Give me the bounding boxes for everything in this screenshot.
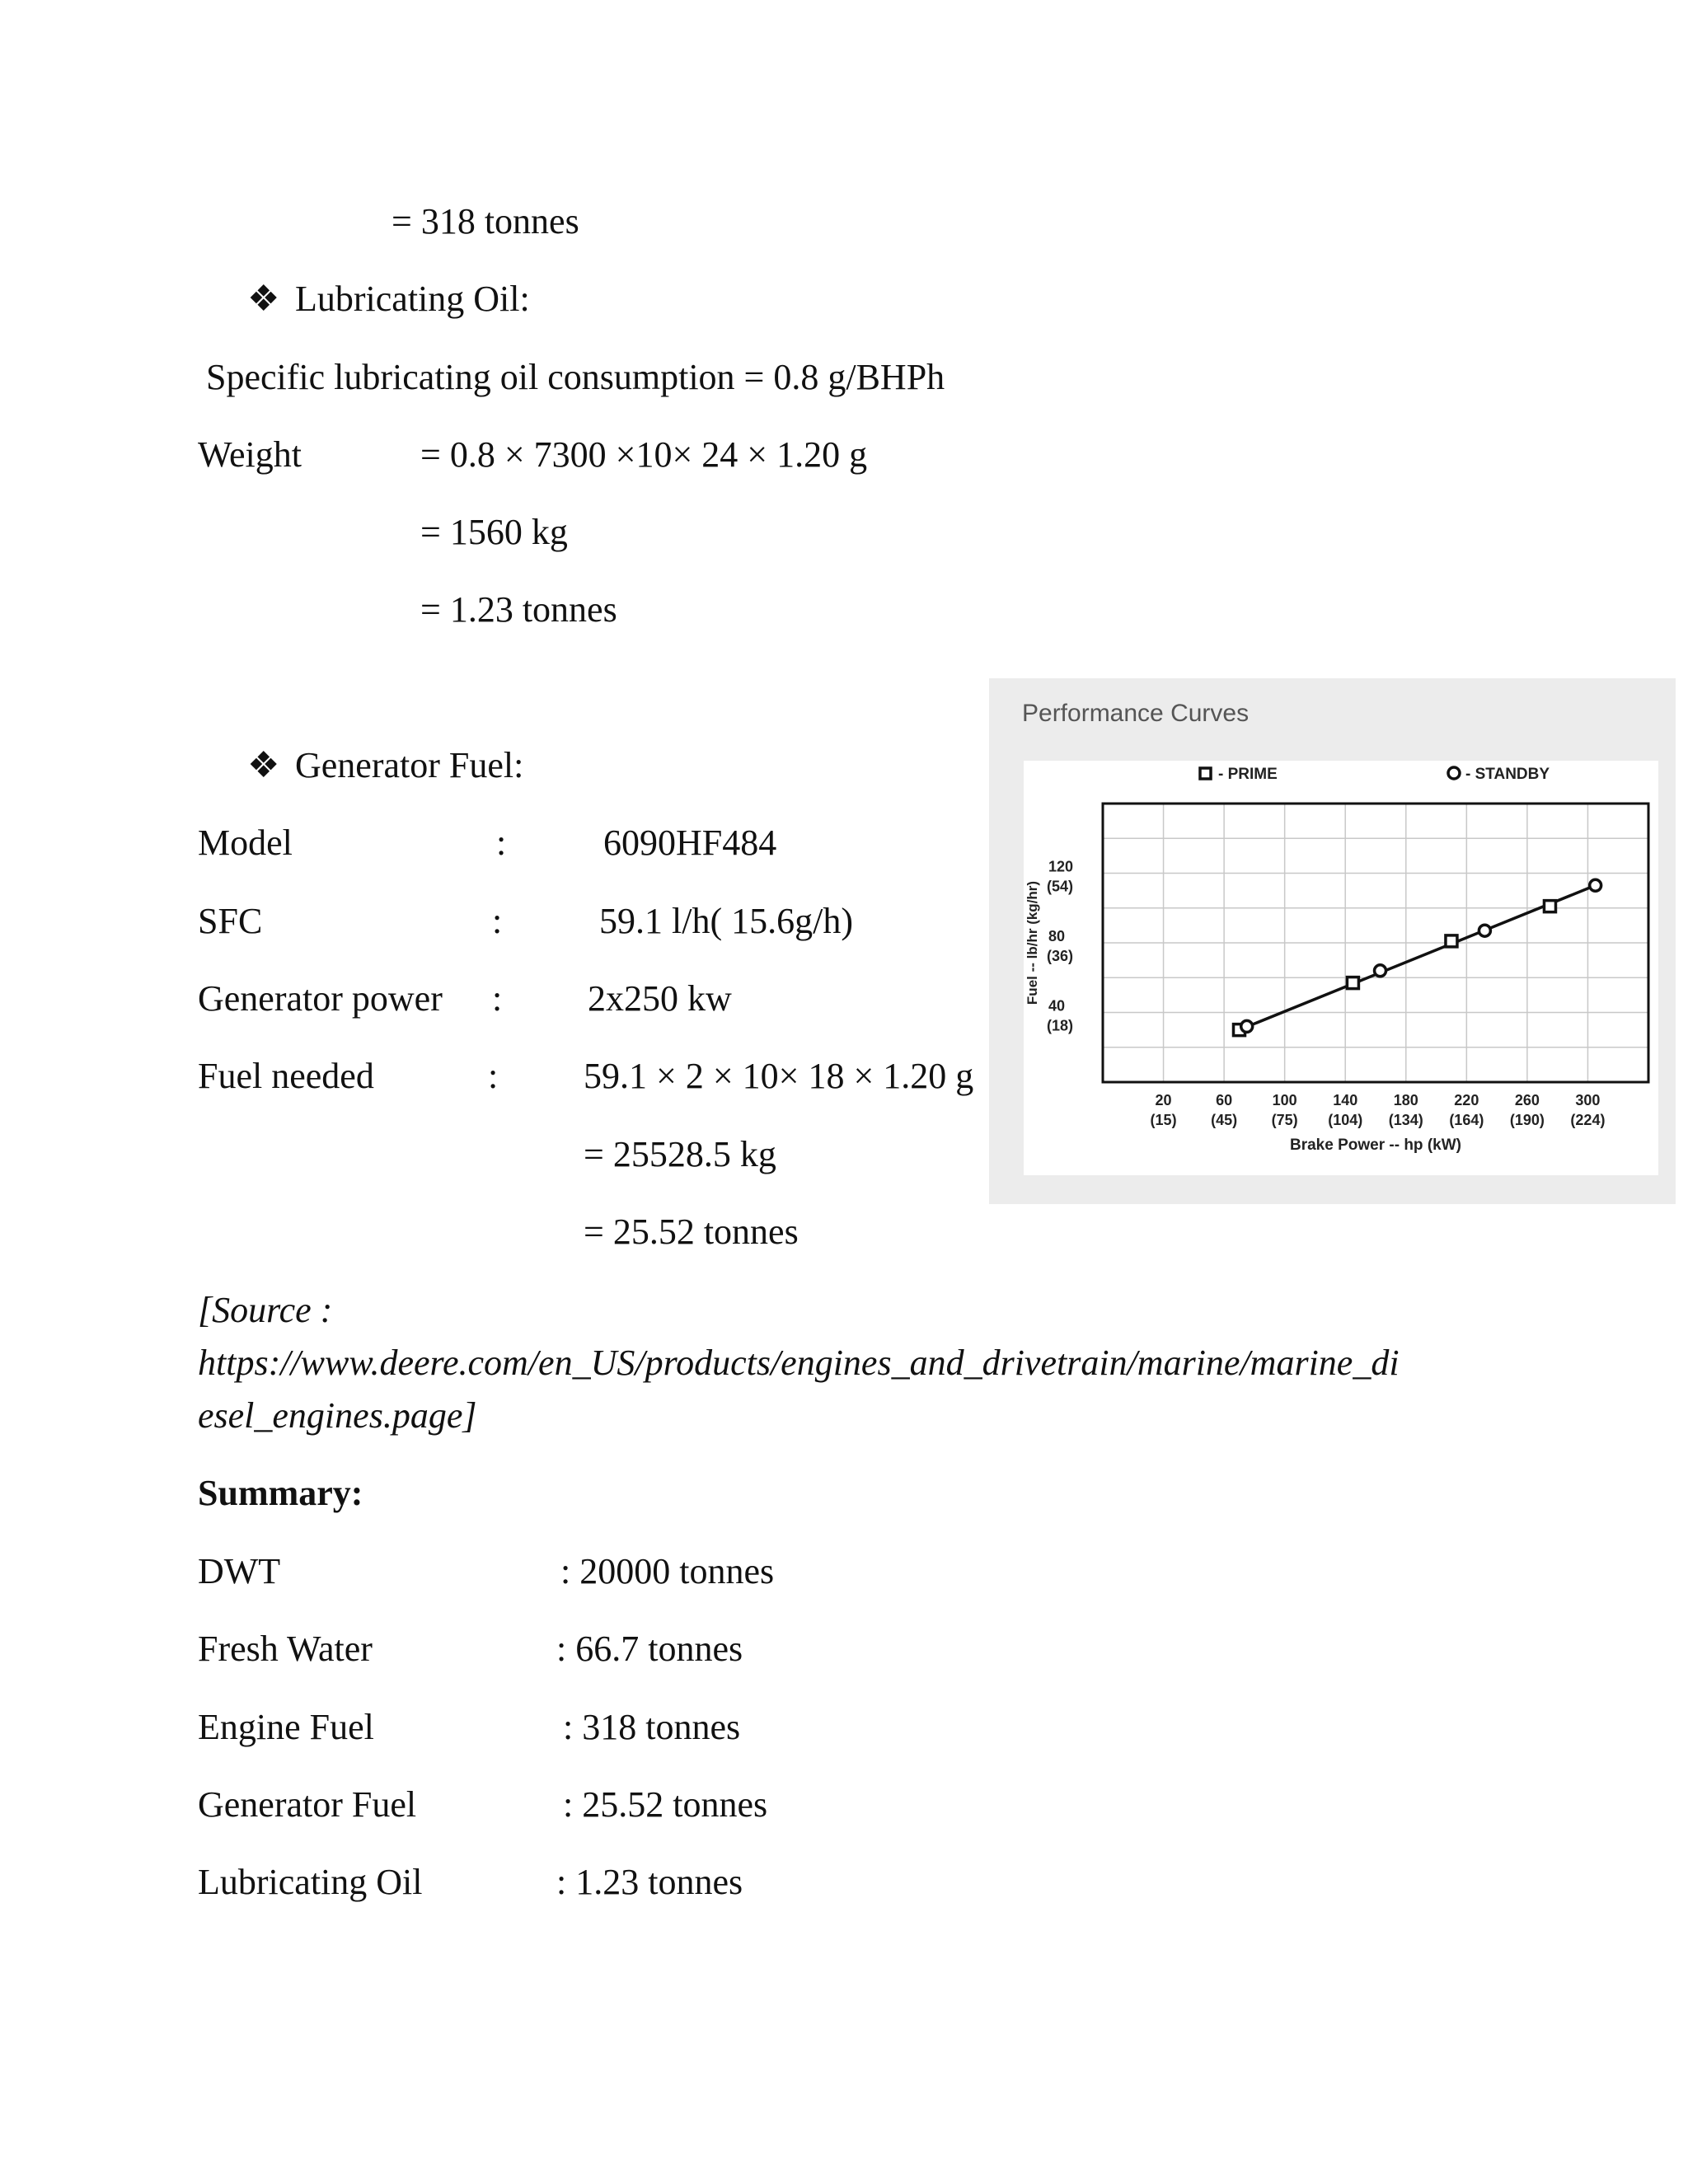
x-tick-label: 260	[1514, 1092, 1540, 1108]
gen-row-label: SFC	[198, 901, 263, 941]
lubricating-oil-heading: Lubricating Oil:	[295, 279, 530, 319]
data-point-standby	[1590, 879, 1601, 891]
legend-label-prime: - PRIME	[1218, 766, 1278, 783]
summary-heading: Summary:	[198, 1473, 363, 1513]
fuel-needed-kg: = 25528.5 kg	[584, 1134, 776, 1174]
weight-tonnes: = 1.23 tonnes	[420, 589, 617, 630]
summary-value: : 1.23 tonnes	[556, 1862, 743, 1902]
x-axis-label: Brake Power -- hp (kW)	[1290, 1137, 1461, 1154]
gen-row-colon: :	[488, 1056, 499, 1096]
gen-row-value: 59.1 l/h( 15.6g/h)	[599, 901, 853, 941]
summary-value: : 25.52 tonnes	[563, 1784, 768, 1825]
data-point-standby	[1375, 965, 1386, 977]
gen-row-colon: :	[492, 978, 503, 1019]
gen-row-label: Generator power	[198, 978, 443, 1019]
x-tick-label-kw: (15)	[1150, 1112, 1177, 1128]
performance-curves-figure	[989, 678, 1676, 1204]
summary-value: : 66.7 tonnes	[556, 1629, 743, 1669]
source-url: https://www.deere.com/en_US/products/engines_and_drivetrain/marine/marine_di	[198, 1343, 1400, 1383]
data-point-standby	[1241, 1020, 1253, 1032]
gen-row-colon: :	[492, 901, 503, 941]
gen-row-label: Fuel needed	[198, 1056, 374, 1096]
legend-label-standby: - STANDBY	[1465, 766, 1550, 783]
summary-value: : 20000 tonnes	[560, 1551, 775, 1591]
x-tick-label-kw: (45)	[1211, 1112, 1238, 1128]
x-tick-label: 100	[1272, 1092, 1297, 1108]
summary-label: Generator Fuel	[198, 1784, 417, 1825]
data-point-prime	[1544, 901, 1555, 912]
engine-fuel-result: = 318 tonnes	[392, 201, 579, 241]
y-axis-label: Fuel -- lb/hr (kg/hr)	[1025, 880, 1040, 1005]
source-line-1: [Source :	[198, 1290, 333, 1330]
summary-label: DWT	[198, 1551, 281, 1591]
y-tick-label: 40	[1048, 997, 1066, 1015]
lube-sfc-line: Specific lubricating oil consumption = 0.8 g/BHPh	[206, 357, 945, 397]
y-tick-label-kg: (54)	[1047, 878, 1074, 895]
x-tick-label-kw: (190)	[1509, 1112, 1545, 1128]
gen-row-value: 59.1 × 2 × 10× 18 × 1.20 g	[584, 1056, 974, 1096]
chart-title: Performance Curves	[1022, 700, 1250, 727]
x-tick-label: 220	[1454, 1092, 1479, 1108]
x-tick-label-kw: (224)	[1570, 1112, 1606, 1128]
x-tick-label: 300	[1575, 1092, 1601, 1108]
legend-square-marker	[1200, 768, 1211, 779]
fuel-needed-tonnes: = 25.52 tonnes	[584, 1212, 799, 1252]
weight-kg: = 1560 kg	[420, 512, 568, 552]
bullet-icon: ❖	[247, 279, 280, 319]
x-tick-label-kw: (104)	[1328, 1112, 1363, 1128]
x-tick-label: 180	[1393, 1092, 1418, 1108]
legend-circle-marker	[1448, 767, 1460, 779]
x-tick-label-kw: (134)	[1388, 1112, 1423, 1128]
y-tick-label-kg: (36)	[1047, 948, 1074, 964]
gen-row-value: 2x250 kw	[588, 978, 732, 1019]
source-url-continued: esel_engines.page]	[198, 1395, 477, 1436]
weight-formula: = 0.8 × 7300 ×10× 24 × 1.20 g	[420, 434, 868, 475]
gen-row-colon: :	[496, 823, 507, 863]
x-tick-label: 140	[1333, 1092, 1358, 1108]
x-tick-label: 60	[1216, 1092, 1233, 1108]
weight-label: Weight	[198, 434, 302, 475]
generator-fuel-heading: Generator Fuel:	[295, 745, 524, 785]
gen-row-value: 6090HF484	[603, 823, 777, 863]
x-tick-label-kw: (75)	[1271, 1112, 1298, 1128]
x-tick-label: 20	[1155, 1092, 1172, 1108]
bullet-icon: ❖	[247, 745, 280, 785]
y-tick-label: 120	[1048, 858, 1074, 875]
summary-label: Lubricating Oil	[198, 1862, 423, 1902]
performance-chart	[989, 678, 1676, 1204]
x-tick-label-kw: (164)	[1449, 1112, 1484, 1128]
gen-row-label: Model	[198, 823, 293, 863]
data-point-prime	[1446, 935, 1457, 947]
data-point-standby	[1479, 925, 1490, 936]
summary-label: Fresh Water	[198, 1629, 373, 1669]
summary-value: : 318 tonnes	[563, 1707, 741, 1747]
y-tick-label: 80	[1048, 928, 1066, 944]
data-point-prime	[1347, 977, 1358, 989]
y-tick-label-kg: (18)	[1047, 1017, 1074, 1034]
summary-label: Engine Fuel	[198, 1707, 374, 1747]
